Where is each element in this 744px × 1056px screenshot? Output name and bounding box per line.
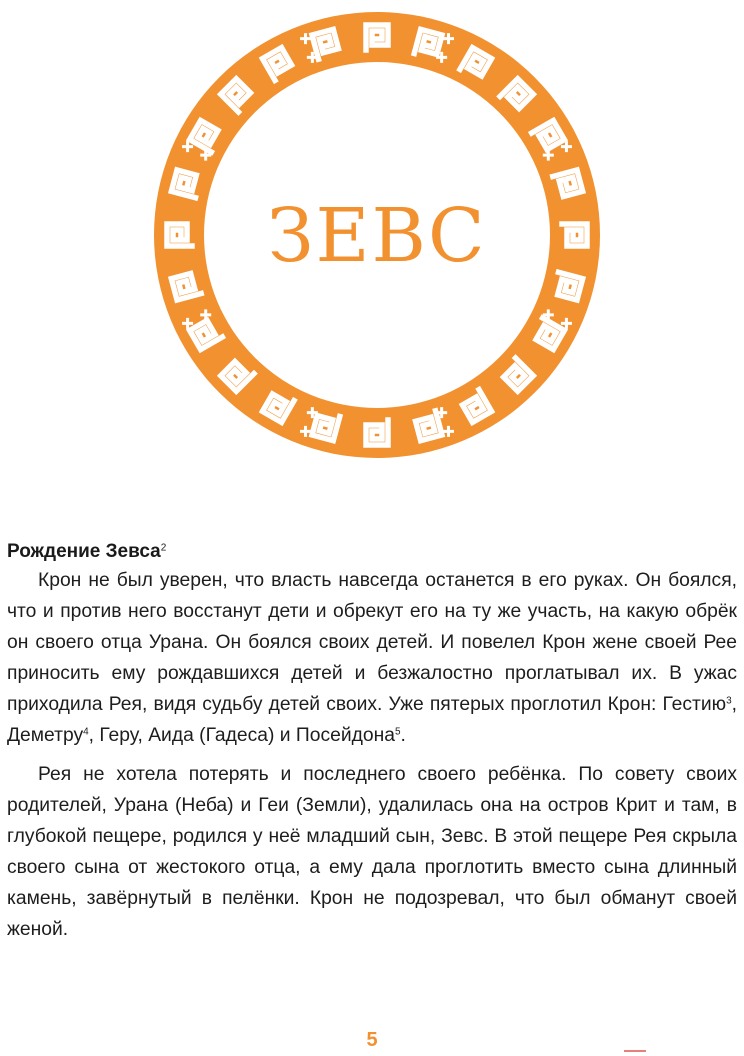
text-run: , Деметру: [7, 694, 737, 746]
footnote-ref: 5: [394, 726, 401, 738]
corner-mark: [624, 1050, 646, 1052]
body-text: [7, 565, 737, 945]
text-run: .: [400, 725, 406, 746]
text-run: Крон не был уверен, что власть навсегда останется в его руках. Он боялся, что и против него восстанут дети и обрекут его на ту же участь, на какую обрёк он своего отца Урана. Он боялся своих детей. И повелел Крон жене своей Рее приносить ему рождавшихся детей и безжалостно проглатывал их. В ужас приходила Рея, видя судьбу детей своих. Уже пятерых проглотил Крон: Гестию: [7, 570, 737, 715]
heading-footnote: 2: [160, 542, 167, 554]
text-run: , Геру, Аида (Гадеса) и Посейдона: [88, 725, 395, 746]
page-number: 5: [366, 1029, 378, 1051]
greek-key-ring-icon: [142, 0, 612, 470]
paragraph: [7, 759, 737, 945]
emblem-title: ЗЕВС: [267, 193, 487, 279]
paragraph: [7, 565, 737, 751]
emblem: [142, 0, 612, 470]
section-heading: [7, 541, 166, 563]
heading-text: Рождение Зевса: [7, 541, 161, 562]
text-run: Рея не хотела потерять и последнего своего ребёнка. По совету своих родителей, Урана (Неба) и Геи (Земли), удалилась она на остров Крит и там, в глубокой пещере, родился у неё младший сын, Зевс. В этой пещере Рея скрыла своего сына от жестокого отца, а ему дала проглотить вместо сына длинный камень, завёрнутый в пелёнки. Крон не подозревал, что был обманут своей женой.: [7, 764, 737, 940]
footnote-ref: 3: [726, 695, 732, 707]
footnote-ref: 4: [83, 726, 89, 738]
